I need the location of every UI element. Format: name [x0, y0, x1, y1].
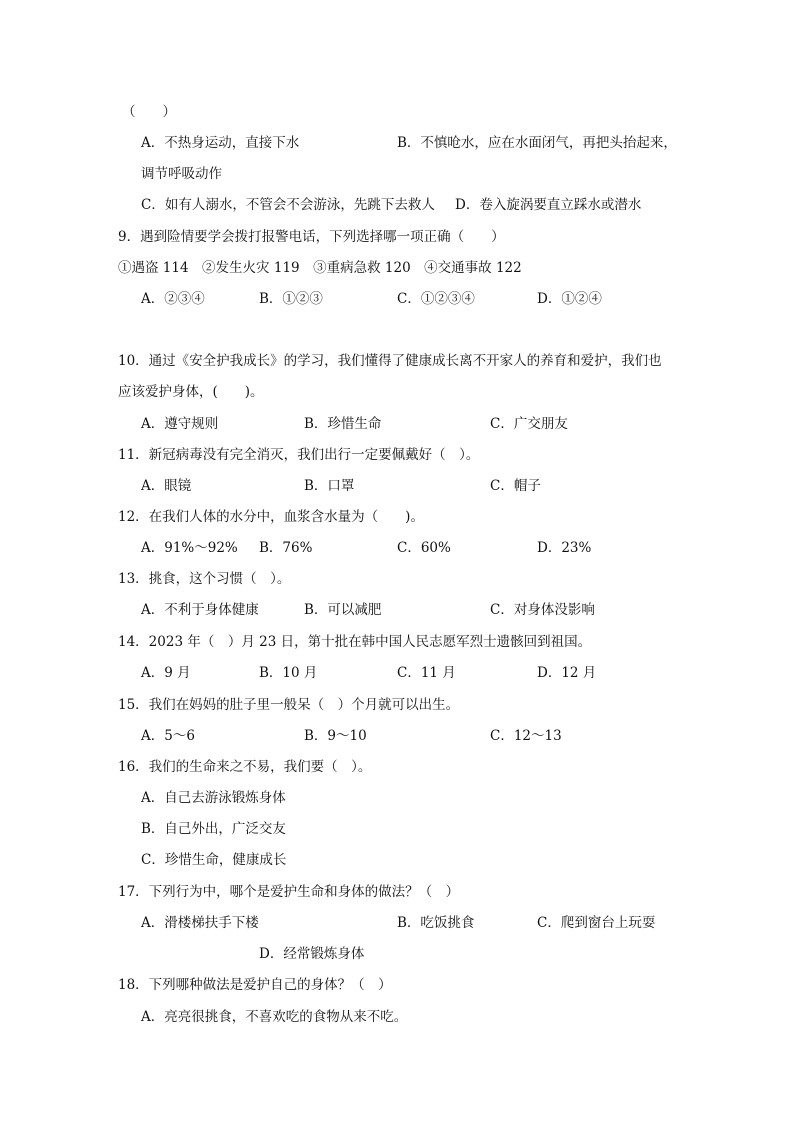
text-line: ①遇盗 114 ②发生火灾 119 ③重病急救 120 ④交通事故 122	[118, 260, 522, 276]
text-line: B．76%	[259, 540, 313, 556]
text-line: A．②③④	[141, 291, 205, 307]
text-line: A．眼镜	[141, 478, 192, 494]
text-line: D．经常锻炼身体	[259, 946, 365, 962]
text-line: D．12 月	[537, 665, 597, 681]
text-line: 10．通过《安全护我成长》的学习，我们懂得了健康成长离不开家人的养育和爱护，我们也	[118, 353, 662, 369]
text-line: B．可以减肥	[304, 602, 382, 618]
text-line: A．滑楼梯扶手下楼	[141, 915, 259, 931]
text-line: C．珍惜生命，健康成长	[141, 852, 287, 868]
text-line: C．60%	[397, 540, 451, 556]
text-line: C．①②③④	[397, 291, 475, 307]
text-line: C．对身体没影响	[490, 602, 595, 618]
text-line: C．11 月	[397, 665, 456, 681]
text-line: 14．2023 年（ ）月 23 日，第十批在韩中国人民志愿军烈士遗骸回到祖国。	[118, 634, 592, 650]
text-line: A．9 月	[141, 665, 191, 681]
text-line: 调节呼吸动作	[141, 166, 222, 182]
text-line: B．吃饭挑食	[397, 915, 475, 931]
text-line: C．如有人溺水，不管会不会游泳，先跳下去救人	[141, 197, 435, 213]
text-line: A．亮亮很挑食，不喜欢吃的食物从来不吃。	[141, 1009, 408, 1025]
text-line: B．自己外出，广泛交友	[141, 821, 286, 837]
text-line: C．12～13	[490, 728, 562, 744]
text-line: B．口罩	[304, 478, 355, 494]
text-line: 12．在我们人体的水分中，血浆含水量为（ )。	[118, 509, 424, 525]
text-line: 应该爱护身体，( )。	[118, 384, 264, 400]
text-line: B．珍惜生命	[304, 416, 382, 432]
text-line: B．9～10	[304, 728, 367, 744]
text-line: （ ）	[122, 104, 176, 120]
text-line: C．爬到窗台上玩耍	[537, 915, 656, 931]
text-line: 11．新冠病毒没有完全消灭，我们出行一定要佩戴好（ ）。	[118, 447, 480, 463]
text-line: D．卷入旋涡要直立踩水或潜水	[455, 197, 642, 213]
text-line: 18．下列哪种做法是爱护自己的身体？（ ）	[118, 977, 392, 993]
text-line: D．23%	[537, 540, 592, 556]
text-line: A．91%～92%	[141, 540, 238, 556]
text-line: 17．下列行为中，哪个是爱护生命和身体的做法？（ ）	[118, 884, 460, 900]
text-line: B．①②③	[259, 291, 323, 307]
text-line: C．广交朋友	[490, 416, 568, 432]
text-line: A．5～6	[141, 728, 195, 744]
text-line: 15．我们在妈妈的肚子里一般呆（ ）个月就可以出生。	[118, 697, 460, 713]
text-line: A．遵守规则	[141, 416, 219, 432]
text-line: B．不慎呛水，应在水面闭气，再把头抬起来，	[397, 135, 677, 151]
text-line: D．①②④	[537, 291, 602, 307]
text-line: 9．遇到险情要学会拨打报警电话，下列选择哪一项正确（ ）	[118, 229, 505, 245]
text-line: C．帽子	[490, 478, 541, 494]
text-line: B．10 月	[259, 665, 318, 681]
text-line: 16．我们的生命来之不易，我们要（ ）。	[118, 759, 372, 775]
text-line: A．不热身运动，直接下水	[141, 135, 300, 151]
text-line: 13．挑食，这个习惯（ ）。	[118, 571, 291, 587]
text-line: A．自己去游泳锻炼身体	[141, 790, 286, 806]
text-line: A．不利于身体健康	[141, 602, 259, 618]
